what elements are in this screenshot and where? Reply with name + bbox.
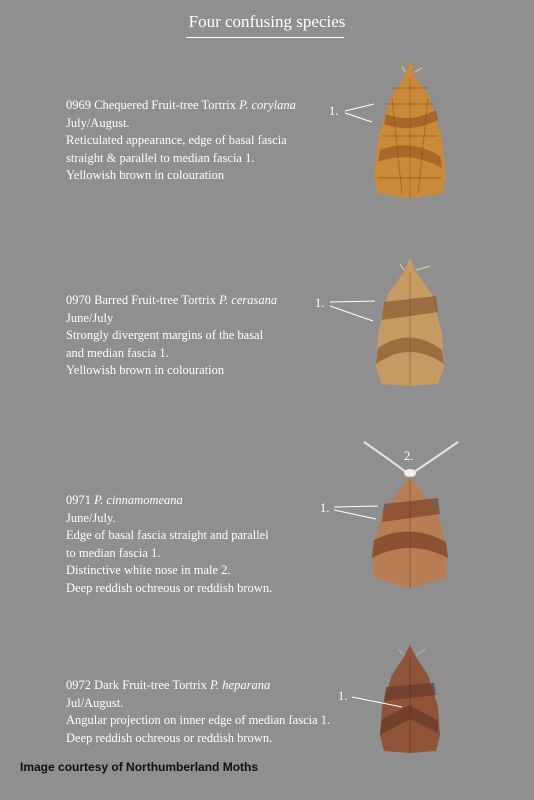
species-heading: 0970 Barred Fruit-tree Tortrix [66, 293, 220, 307]
species-description-line: Edge of basal fascia straight and parallel [66, 528, 269, 542]
species-latin-name: P. cinnamomeana [94, 493, 183, 507]
species-flight-period: Jul/August. [66, 695, 124, 710]
moth-photo-corylana [372, 58, 448, 200]
moth-photo-cerasana [372, 256, 448, 388]
species-colour-note: Yellowish brown in colouration [66, 168, 225, 182]
species-latin-name: P. cerasana [219, 293, 278, 307]
page-title: Four confusing species [188, 12, 346, 31]
fascia-marker-label: 1. [320, 501, 330, 515]
species-flight-period: July/August. [66, 115, 130, 130]
species-entry-cinnamomeana [66, 492, 272, 597]
species-flight-period: June/July. [66, 510, 116, 525]
species-flight-period: June/July [66, 310, 114, 325]
fascia-marker-label: 1. [315, 296, 325, 310]
species-description-line: to median fascia 1. [66, 545, 161, 560]
species-heading: 0969 Chequered Fruit-tree Tortrix [66, 98, 240, 112]
image-credit: Image courtesy of Northumberland Moths [20, 760, 259, 774]
species-description-line: Reticulated appearance, edge of basal fascia [66, 133, 287, 147]
fascia-marker-label: 1. [338, 689, 348, 703]
species-latin-name: P. corylana [239, 98, 296, 112]
nose-marker-label: 2. [404, 449, 414, 463]
species-colour-note: Deep reddish ochreous or reddish brown. [66, 580, 273, 595]
species-entry-corylana [66, 97, 296, 185]
species-entry-heparana [66, 677, 330, 747]
moth-photo-heparana [376, 643, 444, 755]
species-colour-note: Yellowish brown in colouration [66, 363, 225, 377]
species-latin-name: P. heparana [210, 678, 271, 692]
species-description-line: Distinctive white nose in male 2. [66, 563, 231, 577]
species-heading: 0971 [66, 493, 95, 507]
species-description-line: Strongly divergent margins of the basal [66, 328, 264, 342]
title-underline [186, 37, 344, 38]
species-colour-note: Deep reddish ochreous or reddish brown. [66, 730, 273, 745]
species-description-line: and median fascia 1. [66, 345, 169, 360]
fascia-marker-label: 1. [329, 104, 339, 118]
species-heading: 0972 Dark Fruit-tree Tortrix [66, 678, 211, 692]
species-description-line: Angular projection on inner edge of median fascia 1. [66, 713, 331, 727]
species-description-line: straight & parallel to median fascia 1. [66, 150, 255, 165]
species-entry-cerasana [66, 292, 277, 380]
